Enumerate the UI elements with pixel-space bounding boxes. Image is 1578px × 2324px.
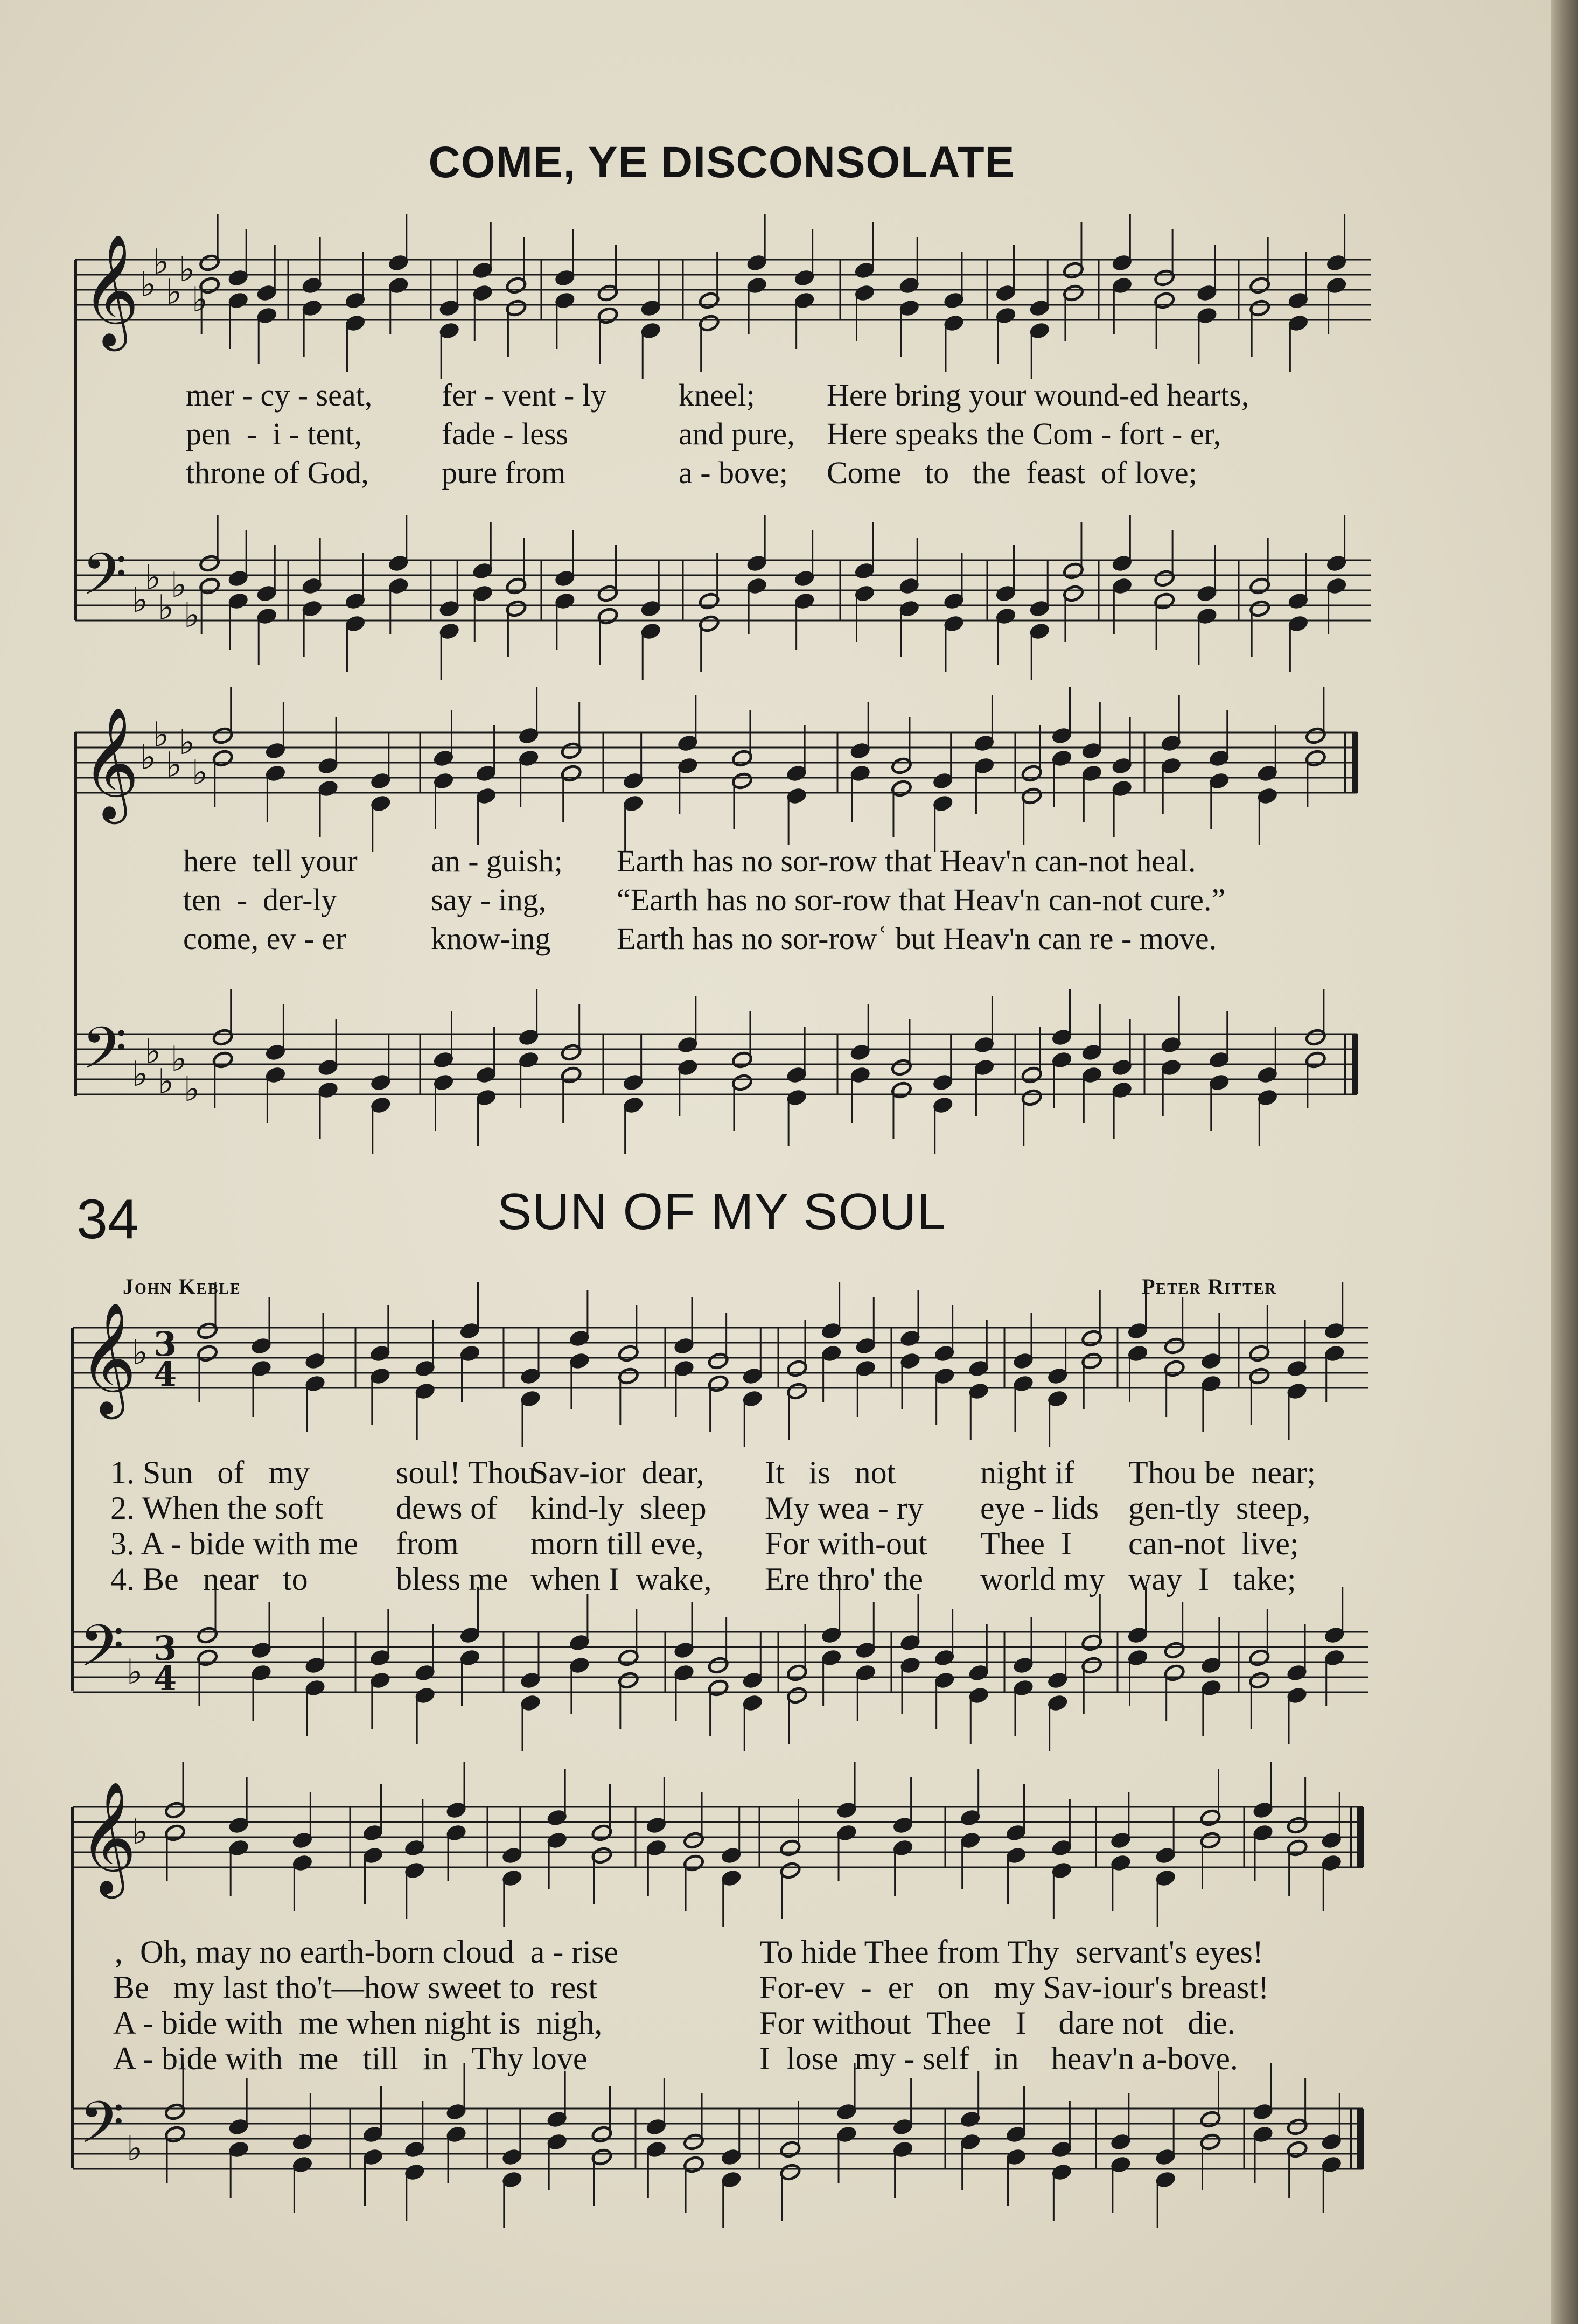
hymn1-upper-lyric-syllable-group: Here bring your wound-ed hearts, (827, 378, 1249, 413)
hymn1-lower-lyric-syllable-group: Earth has no sor-rowʿ but Heav'n can re - move. (617, 921, 1217, 956)
hymn1-upper-lyric-syllable-group: pen - i - tent, (186, 416, 362, 451)
flat-key-signature-icon: ♭ (140, 265, 157, 305)
bass-clef-icon: 𝄢 (82, 540, 127, 622)
time-signature-bottom: 4 (153, 1355, 177, 1394)
hymn1-upper-lyric-syllable-group: throne of God, (186, 455, 369, 490)
flat-key-signature-icon: ♭ (166, 745, 183, 785)
flat-key-signature-icon: ♭ (184, 596, 200, 636)
hymn1-upper-lyric-syllable-group: mer - cy - seat, (186, 378, 373, 413)
flat-key-signature-icon: ♭ (127, 1652, 143, 1692)
hymn2-lower-lyric-syllable-group: To hide Thee from Thy servant's eyes! (759, 1934, 1263, 1970)
hymn1-lower-lyric-syllable-group: here tell your (183, 843, 358, 878)
hymn2-upper-lyric-syllable-group: For with-out (765, 1526, 927, 1561)
hymn2-upper-lyric-syllable-group: kind-ly sleep (530, 1490, 707, 1526)
hymn1-upper-lyric-syllable-group: and pure, (679, 416, 795, 451)
final-barline (1352, 1034, 1358, 1094)
flat-key-signature-icon: ♭ (132, 1812, 149, 1852)
hymn1-lower-lyric-syllable-group: come, ev - er (183, 921, 346, 956)
hymn2-upper-lyric-syllable-group: way I take; (1128, 1561, 1296, 1597)
flat-key-signature-icon: ♭ (132, 581, 149, 620)
hymn2-upper-lyric-syllable-group: Ere thro' the (765, 1561, 924, 1597)
flat-key-signature-icon: ♭ (140, 738, 157, 778)
flat-key-signature-icon: ♭ (184, 1070, 200, 1109)
hymn2-upper-lyric-syllable-group: 2. When the soft (110, 1490, 324, 1526)
hymn1-lower-lyric-syllable-group: Earth has no sor-row that Heav'n can-not heal. (617, 843, 1196, 878)
flat-key-signature-icon: ♭ (132, 1333, 149, 1373)
flat-key-signature-icon: ♭ (171, 566, 187, 605)
hymn2-upper-lyric-syllable-group: Sav-ior dear, (530, 1455, 704, 1490)
flat-key-signature-icon: ♭ (153, 242, 170, 282)
hymn1-title: COME, YE DISCONSOLATE (428, 138, 1015, 187)
hymn2-lower-lyric-syllable-group: I lose my - self in heav'n a-bove. (759, 2041, 1238, 2076)
hymn2-upper-lyric-syllable-group: 1. Sun of my (110, 1455, 310, 1490)
hymn1-upper-lyric-syllable-group: Come to the feast of love; (827, 455, 1197, 490)
hymn2-upper-lyric-syllable-group: eye - lids (980, 1490, 1099, 1526)
bass-clef-icon: 𝄢 (82, 1014, 127, 1096)
hymn2-upper-lyric-syllable-group: 4. Be near to (110, 1561, 308, 1597)
hymn2-lower-lyric-syllable-group: A - bide with me till in Thy love (113, 2041, 588, 2076)
hymn2-upper-lyric-syllable-group: morn till eve, (530, 1526, 704, 1561)
flat-key-signature-icon: ♭ (153, 715, 170, 755)
flat-key-signature-icon: ♭ (145, 1032, 162, 1072)
flat-key-signature-icon: ♭ (179, 723, 195, 763)
hymn2-upper-lyric-syllable-group: dews of (396, 1490, 498, 1526)
book-spine (1551, 0, 1578, 2324)
hymn2-composer: Peter Ritter (1142, 1274, 1277, 1299)
hymn1-lower-lyric-syllable-group: say - ing, (431, 882, 547, 917)
flat-key-signature-icon: ♭ (166, 273, 183, 312)
flat-key-signature-icon: ♭ (179, 250, 195, 290)
hymn1-upper-lyric-syllable-group: fer - vent - ly (442, 378, 606, 413)
hymn1-lower-lyric-syllable-group: know-ing (431, 921, 551, 956)
hymn2-author: John Keble (123, 1274, 241, 1299)
hymn2-upper-lyric-syllable-group: 3. A - bide with me (110, 1526, 358, 1561)
hymn2-lower-lyric-syllable-group: For without Thee I dare not die. (759, 2005, 1235, 2041)
treble-clef-icon: 𝄞 (79, 1781, 137, 1894)
hymn2-lower-lyric-syllable-group: Be my last tho't—how sweet to rest (113, 1970, 598, 2005)
hymn2-lower-lyric-syllable-group: For-ev - er on my Sav-iour's breast! (759, 1970, 1269, 2005)
bass-clef-icon: 𝄢 (79, 2089, 124, 2171)
hymn2-upper-lyric-syllable-group: Thou be near; (1128, 1455, 1316, 1490)
treble-clef-icon: 𝄞 (82, 707, 139, 819)
hymn2-upper-lyric-syllable-group: bless me (396, 1561, 508, 1597)
hymn2-number: 34 (76, 1188, 139, 1251)
final-barline (1357, 2109, 1364, 2169)
flat-key-signature-icon: ♭ (145, 558, 162, 598)
hymn1-upper-lyric-syllable-group: pure from (442, 455, 566, 490)
bass-clef-icon: 𝄢 (79, 1612, 124, 1694)
hymn1-upper-lyric-syllable-group: a - bove; (679, 455, 788, 490)
hymn2-title: SUN OF MY SOUL (497, 1183, 946, 1240)
hymn1-lower-lyric-syllable-group: an - guish; (431, 843, 563, 878)
flat-key-signature-icon: ♭ (171, 1039, 187, 1079)
hymn1-lower-lyric-syllable-group: “Earth has no sor-row that Heav'n can-not cure.” (617, 882, 1226, 917)
flat-key-signature-icon: ♭ (192, 280, 208, 320)
final-barline (1352, 732, 1358, 793)
flat-key-signature-icon: ♭ (132, 1055, 149, 1094)
hymn2-upper-lyric-syllable-group: soul! Thou (396, 1455, 536, 1490)
hymn2-upper-lyric-syllable-group: from (396, 1526, 459, 1561)
flat-key-signature-icon: ♭ (158, 588, 174, 628)
time-signature-bottom: 4 (153, 1659, 177, 1698)
hymn1-upper-lyric-syllable-group: fade - less (442, 416, 569, 451)
time-signature-top: 3 (153, 1324, 177, 1364)
hymn1-upper-lyric-syllable-group: Here speaks the Com - fort - er, (827, 416, 1221, 451)
flat-key-signature-icon: ♭ (158, 1062, 174, 1102)
flat-key-signature-icon: ♭ (192, 753, 208, 793)
treble-clef-icon: 𝄞 (79, 1302, 137, 1414)
hymn2-upper-lyric-syllable-group: It is not (765, 1455, 896, 1490)
hymn2-upper-lyric-syllable-group: night if (980, 1455, 1074, 1490)
time-signature-top: 3 (153, 1629, 177, 1668)
hymn2-upper-lyric-syllable-group: My wea - ry (765, 1490, 924, 1526)
hymn1-upper-lyric-syllable-group: kneel; (679, 378, 755, 413)
hymn1-lower-lyric-syllable-group: ten - der-ly (183, 882, 337, 917)
hymn2-upper-lyric-syllable-group: can-not live; (1128, 1526, 1299, 1561)
hymn2-lower-lyric-syllable-group: A - bide with me when night is nigh, (113, 2005, 603, 2041)
hymn2-upper-lyric-syllable-group: Thee I (980, 1526, 1072, 1561)
hymn2-upper-lyric-syllable-group: world my (980, 1561, 1105, 1597)
hymn2-upper-lyric-syllable-group: when I wake, (530, 1561, 712, 1597)
flat-key-signature-icon: ♭ (127, 2129, 143, 2169)
hymn2-upper-lyric-syllable-group: gen-tly steep, (1128, 1490, 1311, 1526)
final-barline (1357, 1807, 1364, 1867)
treble-clef-icon: 𝄞 (82, 234, 139, 346)
hymn2-lower-lyric-syllable-group: ‚ Oh, may no earth-born cloud a - rise (113, 1934, 619, 1970)
